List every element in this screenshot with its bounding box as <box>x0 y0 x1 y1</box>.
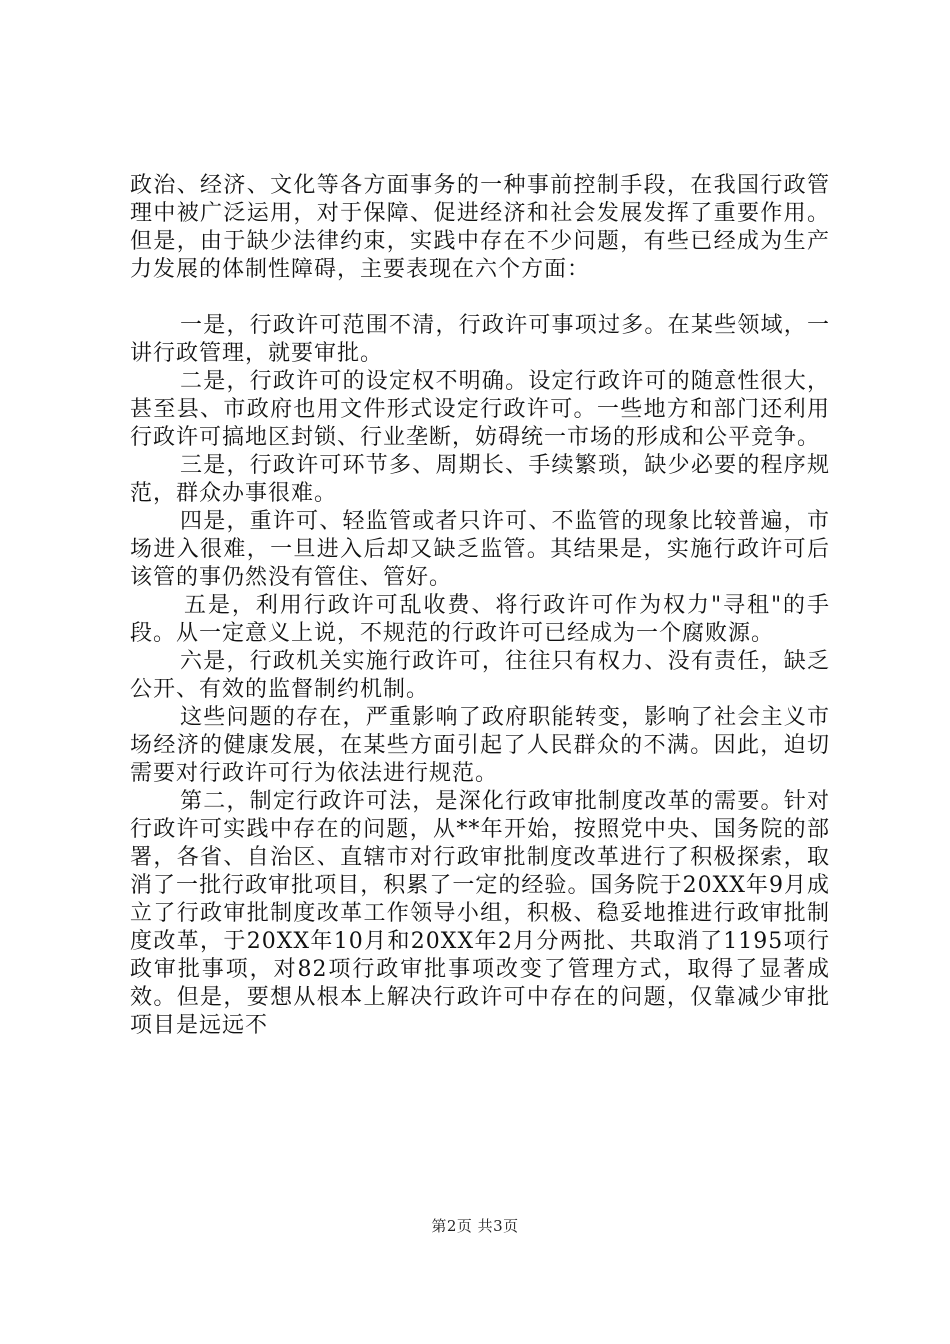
document-body <box>130 172 830 1040</box>
paragraph-second-reason: 第二，制定行政许可法，是深化行政审批制度改革的需要。针对行政许可实践中存在的问题，从**年开始，按照党中央、国务院的部署，各省、自治区、直辖市对行政审批制度改革进行了积极探索，取消了一批行政审批项目，积累了一定的经验。国务院于20XX年9月成立了行政审批制度改革工作领导小组，积极、稳妥地推进行政审批制度改革，于20XX年10月和20XX年2月分两批、共取消了1195项行政审批事项，对82项行政审批事项改变了管理方式，取得了显著成效。但是，要想从根本上解决行政许可中存在的问题，仅靠减少审批项目是远远不 <box>130 789 830 1038</box>
paragraph-point-one: 一是，行政许可范围不清，行政许可事项过多。在某些领域，一讲行政管理，就要审批。 <box>130 313 830 366</box>
paragraph-point-two: 二是，行政许可的设定权不明确。设定行政许可的随意性很大，甚至县、市政府也用文件形式设定行政许可。一些地方和部门还利用行政许可搞地区封锁、行业垄断，妨碍统一市场的形成和公平竞争。 <box>130 369 830 450</box>
paragraph-point-four: 四是，重许可、轻监管或者只许可、不监管的现象比较普遍，市场进入很难，一旦进入后却又缺乏监管。其结果是，实施行政许可后该管的事仍然没有管住、管好。 <box>130 509 830 590</box>
paragraph-point-three: 三是，行政许可环节多、周期长、手续繁琐，缺少必要的程序规范，群众办事很难。 <box>130 453 830 506</box>
paragraph-intro: 政治、经济、文化等各方面事务的一种事前控制手段，在我国行政管理中被广泛运用，对于保障、促进经济和社会发展发挥了重要作用。但是，由于缺少法律约束，实践中存在不少问题，有些已经成为生产力发展的体制性障碍，主要表现在六个方面： <box>130 173 830 282</box>
paragraph-point-six: 六是，行政机关实施行政许可，往往只有权力、没有责任，缺乏公开、有效的监督制约机制。 <box>130 649 830 702</box>
paragraph-summary: 这些问题的存在，严重影响了政府职能转变，影响了社会主义市场经济的健康发展，在某些方面引起了人民群众的不满。因此，迫切需要对行政许可行为依法进行规范。 <box>130 705 830 786</box>
page-number-footer: 第2页 共3页 <box>431 1217 519 1235</box>
paragraph-point-five: 五是，利用行政许可乱收费、将行政许可作为权力"寻租"的手段。从一定意义上说，不规范的行政许可已经成为一个腐败源。 <box>130 593 830 646</box>
